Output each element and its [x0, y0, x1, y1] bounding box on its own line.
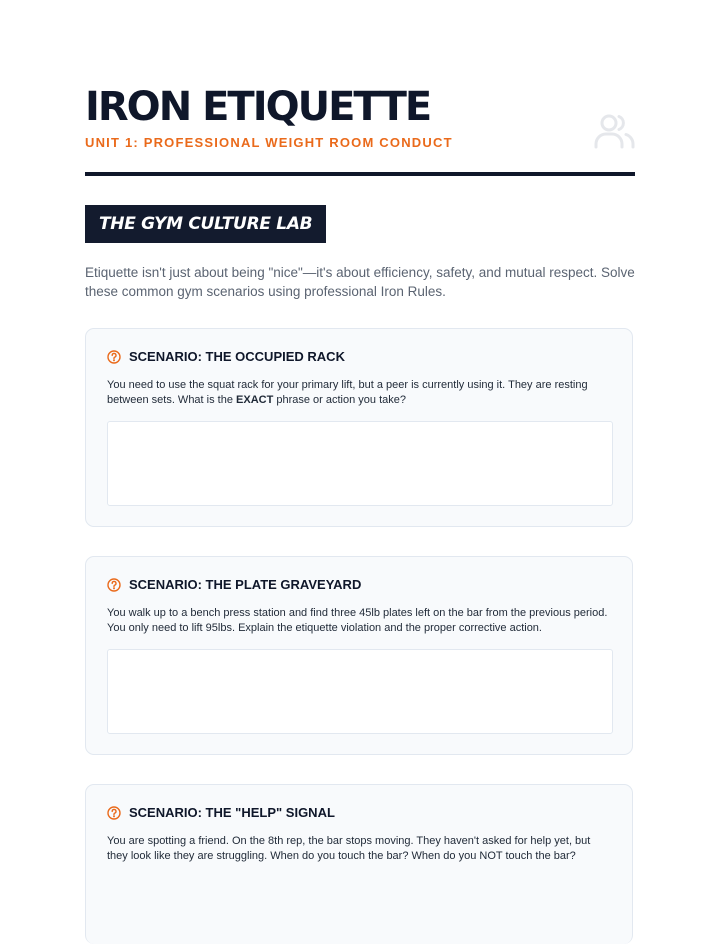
scenario-title: SCENARIO: THE PLATE GRAVEYARD	[129, 577, 362, 592]
page-header	[85, 84, 635, 176]
scenario-prompt: You are spotting a friend. On the 8th rep, the bar stops moving. They haven't asked for help yet, but they look like they are struggling. When do you touch the bar? When do you NOT touch the bar?	[107, 835, 591, 862]
scenario-prompt: You walk up to a bench press station and find three 45lb plates left on the bar from the previous period. You only need to lift 95lbs. Explain the etiquette violation and the proper corrective action.	[107, 607, 608, 634]
scenario-title: SCENARIO: THE "HELP" SIGNAL	[129, 805, 335, 820]
scenario-card-plate-graveyard	[85, 556, 633, 755]
scenario-title: SCENARIO: THE OCCUPIED RACK	[129, 349, 345, 364]
scenario-prompt-emphasis: EXACT	[236, 393, 274, 406]
scenario-prompt	[107, 378, 613, 407]
unit-subtitle: UNIT 1: PROFESSIONAL WEIGHT ROOM CONDUCT	[85, 135, 453, 150]
scenario-header	[107, 805, 335, 820]
scenario-card-occupied-rack	[85, 328, 633, 527]
section-badge-label: THE GYM CULTURE LAB	[99, 214, 313, 234]
question-circle-icon	[107, 806, 121, 820]
header-divider	[85, 172, 635, 176]
scenario-prompt-end: phrase or action you take?	[273, 393, 406, 406]
page-title: IRON ETIQUETTE	[85, 84, 431, 130]
question-circle-icon	[107, 578, 121, 592]
users-icon	[593, 110, 635, 152]
intro-paragraph: Etiquette isn't just about being "nice"—it's about efficiency, safety, and mutual respect. Solve these common gym scenarios using professional Iron Rules.	[85, 265, 635, 299]
question-circle-icon	[107, 350, 121, 364]
section-badge	[85, 205, 326, 243]
scenario-card-help-signal	[85, 784, 633, 944]
scenario-header	[107, 349, 345, 364]
answer-field[interactable]	[107, 421, 613, 506]
scenario-header	[107, 577, 361, 592]
scenario-prompt-start: You need to use the squat rack for your primary lift, but a peer is currently using it. They are resting between sets. What is the	[107, 379, 588, 406]
answer-field[interactable]	[107, 649, 613, 734]
